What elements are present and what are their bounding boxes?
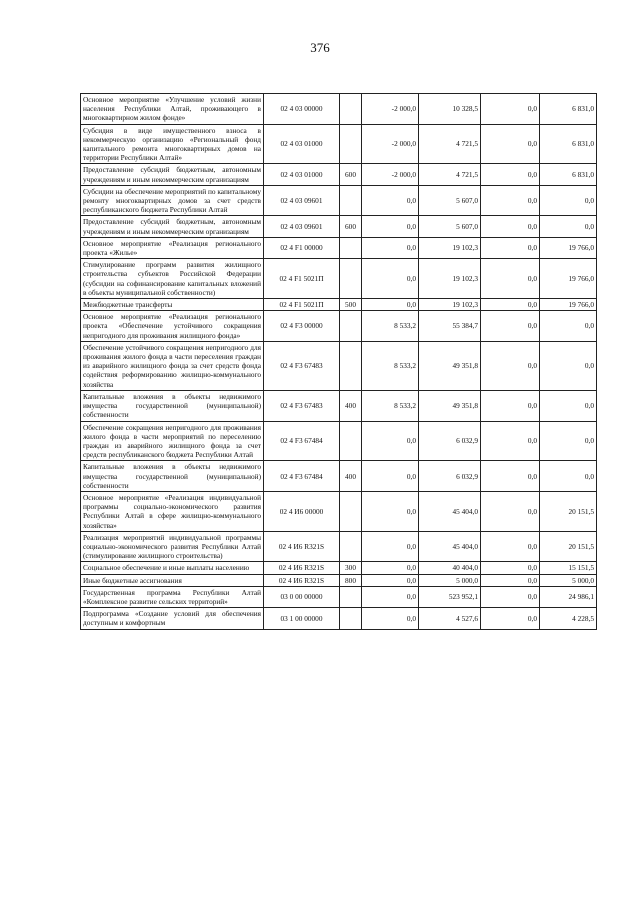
- row-amount-1: 8 533,2: [362, 390, 419, 421]
- row-expense-type: 800: [340, 574, 362, 586]
- row-amount-3: 0,0: [481, 94, 540, 125]
- row-amount-2: 10 328,5: [419, 94, 481, 125]
- table-row: [81, 390, 597, 421]
- row-expense-type: [340, 124, 362, 164]
- row-amount-4: 0,0: [540, 390, 597, 421]
- row-amount-4: 0,0: [540, 185, 597, 216]
- row-amount-4: 6 831,0: [540, 124, 597, 164]
- row-target-code: 02 4 F1 5021П: [264, 299, 340, 311]
- row-amount-2: 49 351,8: [419, 390, 481, 421]
- row-amount-3: 0,0: [481, 390, 540, 421]
- row-amount-1: 0,0: [362, 531, 419, 562]
- row-amount-3: 0,0: [481, 216, 540, 237]
- table-row: [81, 237, 597, 258]
- row-target-code: 02 4 03 00000: [264, 94, 340, 125]
- row-target-code: 02 4 И6 R321S: [264, 574, 340, 586]
- row-target-code: 02 4 03 01000: [264, 124, 340, 164]
- table-row: [81, 164, 597, 185]
- row-amount-3: 0,0: [481, 574, 540, 586]
- row-name: Капитальные вложения в объекты недвижимого имущества государственной (муниципальной) собственности: [81, 390, 264, 421]
- row-target-code: 02 4 И6 00000: [264, 491, 340, 531]
- table-row: [81, 586, 597, 607]
- row-amount-4: 24 986,1: [540, 586, 597, 607]
- row-amount-4: 6 831,0: [540, 164, 597, 185]
- row-amount-2: 45 404,0: [419, 491, 481, 531]
- row-name: Межбюджетные трансферты: [81, 299, 264, 311]
- row-amount-3: 0,0: [481, 491, 540, 531]
- row-name: Капитальные вложения в объекты недвижимого имущества государственной (муниципальной) собственности: [81, 461, 264, 492]
- row-amount-1: 0,0: [362, 586, 419, 607]
- row-amount-4: 19 766,0: [540, 299, 597, 311]
- row-expense-type: 300: [340, 562, 362, 574]
- row-expense-type: [340, 259, 362, 299]
- row-amount-3: 0,0: [481, 421, 540, 461]
- table-row: [81, 574, 597, 586]
- row-amount-1: 0,0: [362, 574, 419, 586]
- row-name: Предоставление субсидий бюджетным, автономным учреждениям и иным некоммерческим организациям: [81, 164, 264, 185]
- row-expense-type: [340, 311, 362, 342]
- row-amount-2: 6 032,9: [419, 421, 481, 461]
- row-amount-4: 6 831,0: [540, 94, 597, 125]
- table-row: [81, 259, 597, 299]
- row-amount-2: 19 102,3: [419, 299, 481, 311]
- page-number: 376: [310, 40, 330, 55]
- row-amount-4: 5 000,0: [540, 574, 597, 586]
- row-amount-2: 5 000,0: [419, 574, 481, 586]
- row-target-code: 02 4 F3 67484: [264, 461, 340, 492]
- table-row: [81, 562, 597, 574]
- row-target-code: 02 4 И6 R321S: [264, 531, 340, 562]
- row-amount-3: 0,0: [481, 562, 540, 574]
- row-amount-1: 0,0: [362, 299, 419, 311]
- budget-table-body: [81, 94, 597, 630]
- row-name: Стимулирование программ развития жилищного строительства субъектов Российской Федерации (субсидии на софинансирование капитальных вложений в объекты муниципальной собственности): [81, 259, 264, 299]
- row-amount-2: 19 102,3: [419, 237, 481, 258]
- row-amount-4: 19 766,0: [540, 237, 597, 258]
- row-amount-1: 0,0: [362, 216, 419, 237]
- table-row: [81, 94, 597, 125]
- row-amount-1: 0,0: [362, 237, 419, 258]
- row-expense-type: [340, 421, 362, 461]
- row-target-code: 02 4 F3 67483: [264, 341, 340, 390]
- table-row: [81, 608, 597, 629]
- row-amount-1: 8 533,2: [362, 311, 419, 342]
- row-name: Государственная программа Республики Алтай «Комплексное развитие сельских территорий»: [81, 586, 264, 607]
- row-amount-4: 0,0: [540, 421, 597, 461]
- row-amount-3: 0,0: [481, 124, 540, 164]
- row-target-code: 02 4 03 09601: [264, 216, 340, 237]
- row-expense-type: 600: [340, 216, 362, 237]
- row-amount-2: 19 102,3: [419, 259, 481, 299]
- table-row: [81, 421, 597, 461]
- row-expense-type: 600: [340, 164, 362, 185]
- row-amount-4: 0,0: [540, 216, 597, 237]
- row-amount-2: 55 384,7: [419, 311, 481, 342]
- table-row: [81, 341, 597, 390]
- row-amount-4: 0,0: [540, 341, 597, 390]
- row-expense-type: [340, 531, 362, 562]
- row-name: Основное мероприятие «Улучшение условий жизни населения Республики Алтай, проживающего в многоквартирном жилом фонде»: [81, 94, 264, 125]
- row-amount-3: 0,0: [481, 259, 540, 299]
- row-target-code: 02 4 И6 R321S: [264, 562, 340, 574]
- row-expense-type: 500: [340, 299, 362, 311]
- row-name: Основное мероприятие «Реализация индивидуальной программы социально-экономического развития Республики Алтай в сфере жилищно-коммунального хозяйства»: [81, 491, 264, 531]
- row-expense-type: [340, 237, 362, 258]
- row-name: Подпрограмма «Создание условий для обеспечения доступным и комфортным: [81, 608, 264, 629]
- row-amount-3: 0,0: [481, 185, 540, 216]
- table-row: [81, 531, 597, 562]
- row-amount-3: 0,0: [481, 164, 540, 185]
- row-amount-3: 0,0: [481, 608, 540, 629]
- table-row: [81, 461, 597, 492]
- row-target-code: 02 4 F1 5021П: [264, 259, 340, 299]
- row-amount-3: 0,0: [481, 531, 540, 562]
- row-amount-1: 0,0: [362, 259, 419, 299]
- row-amount-4: 20 151,5: [540, 531, 597, 562]
- row-target-code: 02 4 F1 00000: [264, 237, 340, 258]
- row-name: Основное мероприятие «Реализация регионального проекта «Жилье»: [81, 237, 264, 258]
- row-amount-2: 523 952,1: [419, 586, 481, 607]
- row-amount-4: 19 766,0: [540, 259, 597, 299]
- row-amount-1: 0,0: [362, 185, 419, 216]
- table-row: [81, 216, 597, 237]
- row-expense-type: [340, 94, 362, 125]
- row-amount-1: 0,0: [362, 491, 419, 531]
- row-amount-2: 6 032,9: [419, 461, 481, 492]
- row-name: Социальное обеспечение и иные выплаты населению: [81, 562, 264, 574]
- row-name: Предоставление субсидий бюджетным, автономным учреждениям и иным некоммерческим организациям: [81, 216, 264, 237]
- row-amount-4: 0,0: [540, 311, 597, 342]
- row-expense-type: 400: [340, 461, 362, 492]
- row-target-code: 03 0 00 00000: [264, 586, 340, 607]
- row-name: Основное мероприятие «Реализация регионального проекта «Обеспечение устойчивого сокращения непригодного для проживания жилищного фонда»: [81, 311, 264, 342]
- row-amount-1: -2 000,0: [362, 164, 419, 185]
- row-expense-type: [340, 491, 362, 531]
- row-amount-4: 4 228,5: [540, 608, 597, 629]
- table-row: [81, 299, 597, 311]
- row-amount-1: 8 533,2: [362, 341, 419, 390]
- row-amount-2: 45 404,0: [419, 531, 481, 562]
- row-expense-type: [340, 608, 362, 629]
- row-expense-type: [340, 341, 362, 390]
- row-amount-1: 0,0: [362, 421, 419, 461]
- row-amount-4: 0,0: [540, 461, 597, 492]
- row-target-code: 02 4 F3 67483: [264, 390, 340, 421]
- row-name: Иные бюджетные ассигнования: [81, 574, 264, 586]
- row-target-code: 02 4 F3 67484: [264, 421, 340, 461]
- row-amount-2: 49 351,8: [419, 341, 481, 390]
- row-amount-3: 0,0: [481, 461, 540, 492]
- row-target-code: 03 1 00 00000: [264, 608, 340, 629]
- row-amount-2: 5 607,0: [419, 216, 481, 237]
- row-amount-2: 4 527,6: [419, 608, 481, 629]
- row-amount-3: 0,0: [481, 586, 540, 607]
- row-amount-2: 5 607,0: [419, 185, 481, 216]
- table-row: [81, 491, 597, 531]
- row-amount-1: 0,0: [362, 608, 419, 629]
- row-amount-1: 0,0: [362, 562, 419, 574]
- row-name: Реализация мероприятий индивидуальной программы социально-экономического развития Республики Алтай (стимулирование жилищного строительства): [81, 531, 264, 562]
- row-amount-3: 0,0: [481, 299, 540, 311]
- row-target-code: 02 4 03 01000: [264, 164, 340, 185]
- row-target-code: 02 4 F3 00000: [264, 311, 340, 342]
- row-amount-3: 0,0: [481, 341, 540, 390]
- row-amount-2: 4 721,5: [419, 124, 481, 164]
- row-amount-3: 0,0: [481, 311, 540, 342]
- row-amount-2: 4 721,5: [419, 164, 481, 185]
- row-name: Субсидии на обеспечение мероприятий по капитальному ремонту многоквартирных домов за счет средств республиканского бюджета Республики Алтай: [81, 185, 264, 216]
- table-row: [81, 124, 597, 164]
- row-expense-type: [340, 586, 362, 607]
- row-amount-3: 0,0: [481, 237, 540, 258]
- row-name: Субсидия в виде имущественного взноса в некоммерческую организацию «Региональный фонд капитального ремонта многоквартирных домов на территории Республики Алтай»: [81, 124, 264, 164]
- row-name: Обеспечение сокращения непригодного для проживания жилого фонда в части мероприятий по переселению граждан из аварийного жилищного фонда за счет средств республиканского бюджета Республики Алтай: [81, 421, 264, 461]
- table-row: [81, 185, 597, 216]
- row-amount-4: 20 151,5: [540, 491, 597, 531]
- row-expense-type: [340, 185, 362, 216]
- row-amount-1: -2 000,0: [362, 94, 419, 125]
- row-amount-1: -2 000,0: [362, 124, 419, 164]
- budget-table: [80, 93, 597, 630]
- table-row: [81, 311, 597, 342]
- row-amount-2: 40 404,0: [419, 562, 481, 574]
- row-target-code: 02 4 03 09601: [264, 185, 340, 216]
- row-amount-4: 15 151,5: [540, 562, 597, 574]
- row-name: Обеспечение устойчивого сокращения непригодного для проживания жилого фонда в части переселения граждан из аварийного жилищного фонда за счет средств фонда содействия реформированию жилищно-коммунального хозяйства: [81, 341, 264, 390]
- row-amount-1: 0,0: [362, 461, 419, 492]
- row-expense-type: 400: [340, 390, 362, 421]
